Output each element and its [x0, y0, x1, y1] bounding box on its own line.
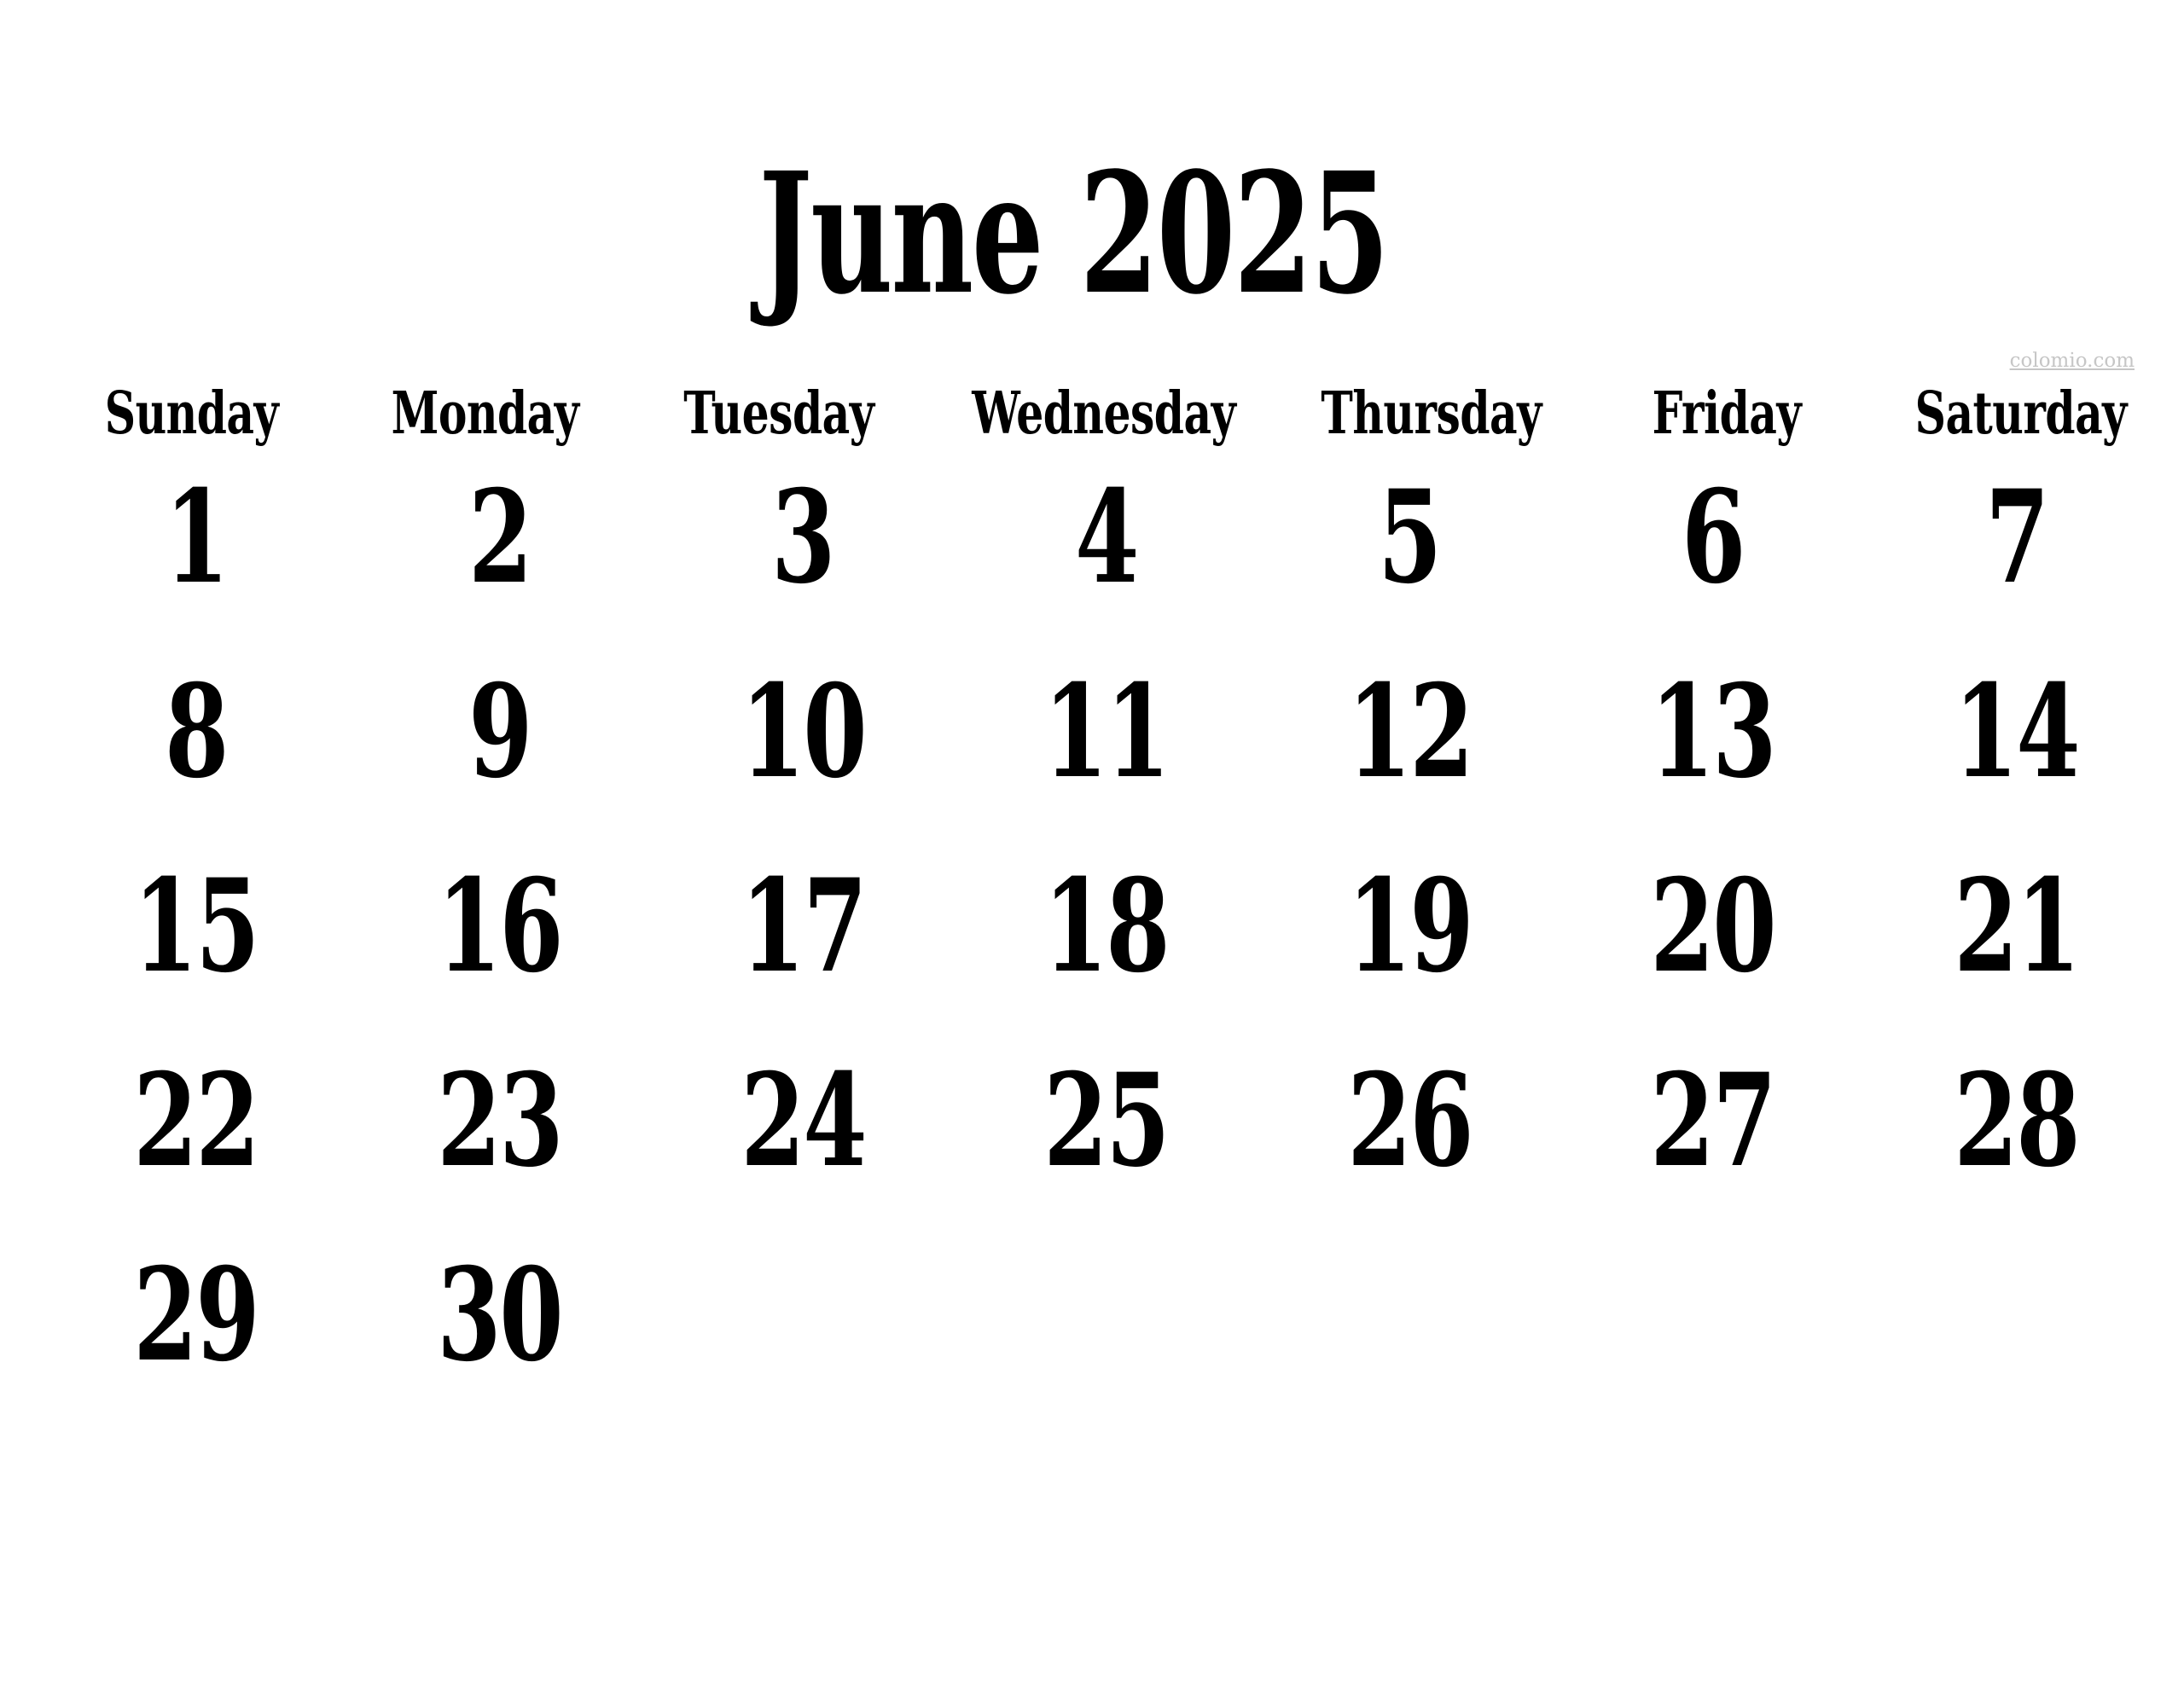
date-16 — [348, 829, 652, 1023]
date-18 — [955, 829, 1258, 1023]
weekday-wednesday — [926, 380, 1282, 448]
date-16-label: 16 — [437, 851, 562, 1001]
empty-cell-4 — [1561, 1218, 1865, 1412]
date-17 — [651, 829, 955, 1023]
date-12-label: 12 — [1347, 657, 1472, 807]
date-3 — [651, 440, 955, 635]
date-30 — [348, 1218, 652, 1412]
date-20-label: 20 — [1650, 851, 1775, 1001]
empty-cell-3 — [1258, 1218, 1561, 1412]
date-25-label: 25 — [1043, 1046, 1169, 1196]
weekday-thursday-label: Thursday — [1321, 380, 1542, 448]
date-26 — [1258, 1023, 1561, 1218]
date-5-label: 5 — [1378, 462, 1441, 612]
weekday-friday-label: Friday — [1653, 380, 1802, 448]
date-8-label: 8 — [165, 657, 228, 807]
date-25 — [955, 1023, 1258, 1218]
date-19-label: 19 — [1347, 851, 1472, 1001]
date-6 — [1561, 440, 1865, 635]
date-10 — [651, 635, 955, 829]
weekday-wednesday-label: Wednesday — [972, 380, 1236, 448]
date-7 — [1864, 440, 2168, 635]
date-23 — [348, 1023, 652, 1218]
date-8 — [44, 635, 348, 829]
empty-cell-2 — [955, 1218, 1258, 1412]
weekday-saturday-label: Saturday — [1914, 380, 2127, 448]
date-7-label: 7 — [1984, 462, 2048, 612]
date-9 — [348, 635, 652, 829]
date-26-label: 26 — [1347, 1046, 1472, 1196]
date-11-label: 11 — [1043, 657, 1169, 807]
date-4-label: 4 — [1074, 462, 1137, 612]
date-5 — [1258, 440, 1561, 635]
date-29 — [44, 1218, 348, 1412]
date-2 — [348, 440, 652, 635]
calendar-title — [0, 136, 2146, 331]
date-24-label: 24 — [740, 1046, 865, 1196]
date-22 — [44, 1023, 348, 1218]
weekday-saturday — [1874, 380, 2168, 448]
date-29-label: 29 — [133, 1240, 258, 1390]
date-27 — [1561, 1023, 1865, 1218]
weekday-sunday-label: Sunday — [104, 380, 278, 448]
date-13 — [1561, 635, 1865, 829]
date-22-label: 22 — [133, 1046, 258, 1196]
weekday-tuesday — [632, 380, 926, 448]
date-18-label: 18 — [1043, 851, 1169, 1001]
weekday-tuesday-label: Tuesday — [683, 380, 874, 448]
date-6-label: 6 — [1682, 462, 1745, 612]
date-19 — [1258, 829, 1561, 1023]
date-9-label: 9 — [468, 657, 531, 807]
weekday-sunday — [44, 380, 338, 448]
date-24 — [651, 1023, 955, 1218]
empty-cell-5 — [1864, 1218, 2168, 1412]
date-1 — [44, 440, 348, 635]
date-14-label: 14 — [1954, 657, 2079, 807]
date-3-label: 3 — [771, 462, 834, 612]
date-21-label: 21 — [1954, 851, 2079, 1001]
calendar-title-text: June 2025 — [758, 136, 1388, 331]
date-27-label: 27 — [1650, 1046, 1775, 1196]
date-11 — [955, 635, 1258, 829]
date-28-label: 28 — [1954, 1046, 2079, 1196]
weekday-friday — [1580, 380, 1873, 448]
date-23-label: 23 — [437, 1046, 562, 1196]
date-21 — [1864, 829, 2168, 1023]
date-1-label: 1 — [165, 462, 228, 612]
date-14 — [1864, 635, 2168, 829]
date-15-label: 15 — [133, 851, 258, 1001]
date-20 — [1561, 829, 1865, 1023]
weekday-thursday — [1282, 380, 1580, 448]
date-15 — [44, 829, 348, 1023]
weekday-monday-label: Monday — [391, 380, 579, 448]
weekday-header-row — [44, 380, 2168, 448]
date-4 — [955, 440, 1258, 635]
weekday-monday — [338, 380, 631, 448]
date-12 — [1258, 635, 1561, 829]
date-28 — [1864, 1023, 2168, 1218]
date-17-label: 17 — [740, 851, 865, 1001]
empty-cell-1 — [651, 1218, 955, 1412]
date-2-label: 2 — [468, 462, 531, 612]
watermark-text: colomio.com — [2009, 350, 2135, 372]
dates-grid — [44, 440, 2168, 1412]
date-30-label: 30 — [437, 1240, 562, 1390]
date-13-label: 13 — [1650, 657, 1775, 807]
date-10-label: 10 — [740, 657, 865, 807]
